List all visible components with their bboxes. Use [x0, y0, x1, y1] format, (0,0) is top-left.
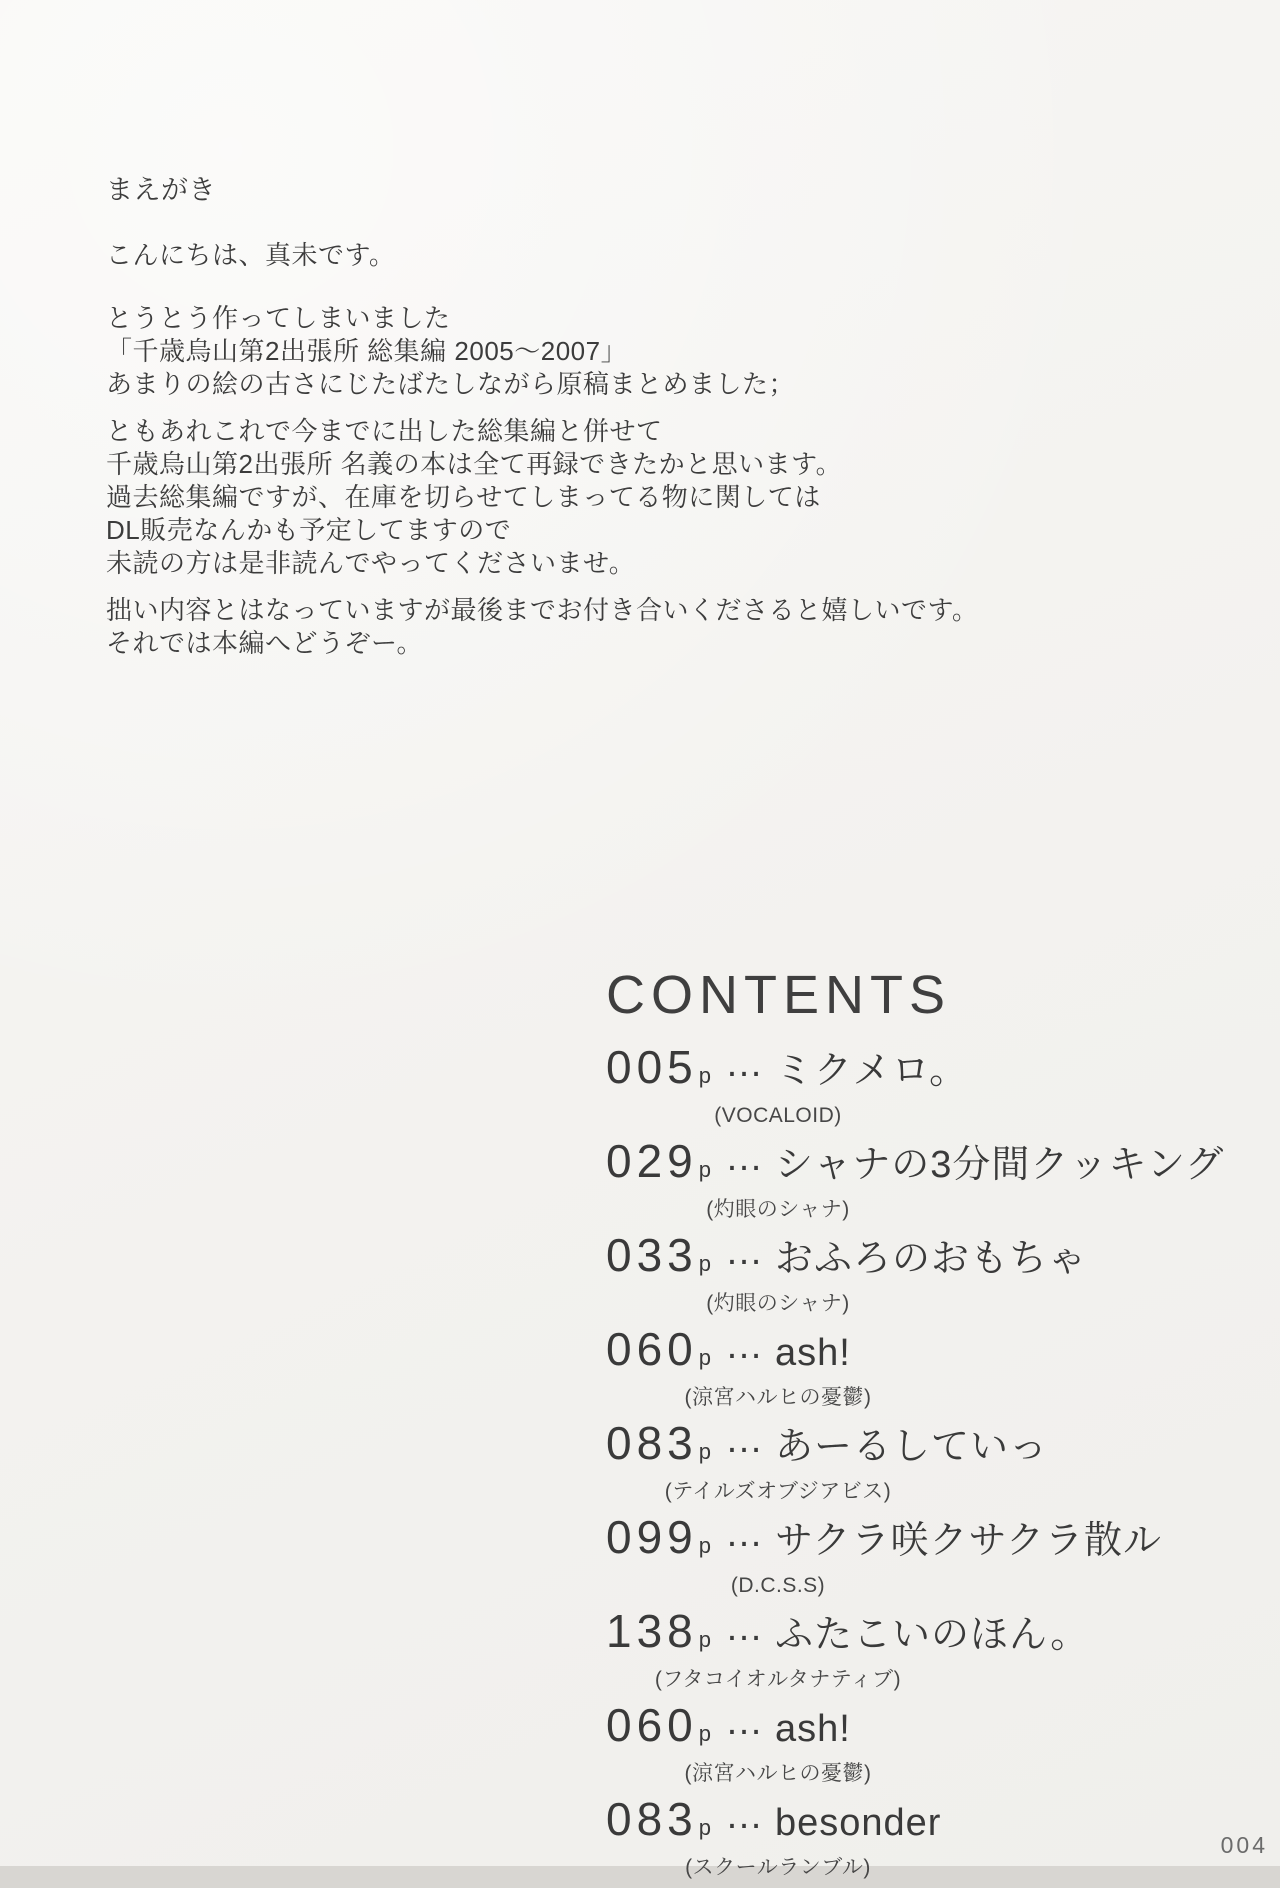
- toc-source: (涼宮ハルヒの憂鬱): [684, 1386, 872, 1409]
- toc-source: (テイルズオブジアビス): [664, 1480, 892, 1503]
- toc-title: あーるしていっ: [775, 1426, 1049, 1468]
- toc-entry-line: [606, 1794, 941, 1856]
- toc-leader-dots: …: [725, 1419, 765, 1461]
- toc-entry-line: [606, 1324, 851, 1386]
- toc-page-number: 083: [606, 1793, 698, 1845]
- toc-source: (灼眼のシャナ): [706, 1292, 850, 1315]
- toc-entry-line: [606, 1418, 1048, 1480]
- toc-entry: [606, 1794, 950, 1880]
- toc-leader-dots: …: [725, 1607, 765, 1649]
- toc-entry: [606, 1229, 1088, 1316]
- toc-leader-dots: …: [725, 1795, 765, 1837]
- toc-title: シャナの3分間クッキング: [775, 1144, 1225, 1186]
- toc-page-suffix: p: [698, 1815, 711, 1840]
- toc-page-number: 138: [606, 1605, 698, 1657]
- contents-section: [606, 965, 1225, 1888]
- toc-page-suffix: p: [698, 1345, 711, 1370]
- toc-leader-dots: …: [725, 1231, 765, 1273]
- toc-source: (VOCALOID): [714, 1104, 842, 1127]
- toc-title: ミクメロ。: [775, 1050, 969, 1092]
- toc-title: besonder: [775, 1802, 942, 1844]
- foreword-section: [106, 174, 978, 674]
- foreword-paragraph: [106, 415, 978, 580]
- foreword-line: 「千歳烏山第2出張所 総集編 2005～2007」: [106, 336, 628, 366]
- toc-leader-dots: …: [725, 1513, 765, 1555]
- foreword-line: DL販売なんかも予定してますので: [106, 515, 512, 545]
- toc-page-number: 060: [606, 1699, 698, 1751]
- toc-page-suffix: p: [698, 1439, 711, 1464]
- toc-entry: [606, 1041, 969, 1128]
- toc-entry-line: [606, 1230, 1087, 1292]
- foreword-paragraph: [106, 594, 978, 660]
- toc-entry-line: [606, 1136, 1224, 1198]
- toc-source: (灼眼のシャナ): [706, 1198, 850, 1221]
- foreword-line: 未読の方は是非読んでやってくださいませ。: [106, 548, 636, 578]
- toc-page-suffix: p: [698, 1533, 711, 1558]
- toc-source: (スクールランブル): [685, 1856, 871, 1879]
- toc-entry: [606, 1700, 950, 1786]
- toc-page-number: 099: [606, 1511, 698, 1563]
- toc-leader-dots: …: [725, 1043, 765, 1085]
- toc-page-number: 029: [606, 1135, 698, 1187]
- toc-page-suffix: p: [698, 1721, 711, 1746]
- toc-entry: [606, 1324, 950, 1410]
- toc-title: ash!: [775, 1708, 851, 1750]
- toc-page-suffix: p: [698, 1251, 711, 1276]
- toc-entry-line: [606, 1512, 1162, 1574]
- toc-leader-dots: …: [725, 1701, 765, 1743]
- foreword-line: ともあれこれで今までに出した総集編と併せて: [106, 416, 663, 446]
- toc-title: サクラ咲クサクラ散ル: [775, 1520, 1162, 1562]
- foreword-line: 過去総集編ですが、在庫を切らせてしまってる物に関しては: [106, 482, 821, 512]
- toc-leader-dots: …: [725, 1325, 765, 1367]
- toc-entry-line: [606, 1606, 1089, 1668]
- toc-page-number: 005: [606, 1041, 698, 1093]
- toc-entry: [606, 1511, 1162, 1598]
- foreword-line: こんにちは、真未です。: [106, 240, 396, 270]
- toc-page-suffix: p: [698, 1157, 711, 1182]
- foreword-paragraph: [106, 239, 978, 272]
- foreword-line: 千歳烏山第2出張所 名義の本は全て再録できたかと思います。: [106, 449, 843, 479]
- toc-entry-line: [606, 1042, 968, 1104]
- contents-title: CONTENTS: [606, 965, 951, 1025]
- foreword-paragraph: [106, 302, 978, 401]
- toc-title: ash!: [775, 1332, 851, 1374]
- foreword-heading: まえがき: [106, 175, 216, 205]
- toc-entry: [606, 1605, 1090, 1692]
- toc-page-suffix: p: [698, 1063, 711, 1088]
- foreword-line: あまりの絵の古さにじたばたしながら原稿まとめました；: [106, 369, 796, 399]
- toc-page-number: 060: [606, 1323, 698, 1375]
- toc-page-number: 083: [606, 1417, 698, 1469]
- foreword-line: とうとう作ってしまいました: [106, 303, 451, 333]
- toc-entry: [606, 1417, 1049, 1504]
- toc-source: (フタコイオルタナティブ): [654, 1668, 902, 1691]
- toc-leader-dots: …: [725, 1137, 765, 1179]
- page-number: 004: [1220, 1832, 1268, 1858]
- toc-title: ふたこいのほん。: [775, 1614, 1090, 1656]
- toc-page-number: 033: [606, 1229, 698, 1281]
- toc-source: (涼宮ハルヒの憂鬱): [684, 1762, 872, 1785]
- toc-entry-line: [606, 1700, 851, 1762]
- toc-entry: [606, 1135, 1225, 1222]
- toc-page-suffix: p: [698, 1627, 711, 1652]
- toc-source: (D.C.S.S): [730, 1574, 826, 1597]
- foreword-line: 拙い内容とはなっていますが最後までお付き合いくださると嬉しいです。: [106, 595, 979, 625]
- foreword-line: それでは本編へどうぞー。: [106, 628, 423, 658]
- toc-title: おふろのおもちゃ: [775, 1238, 1088, 1280]
